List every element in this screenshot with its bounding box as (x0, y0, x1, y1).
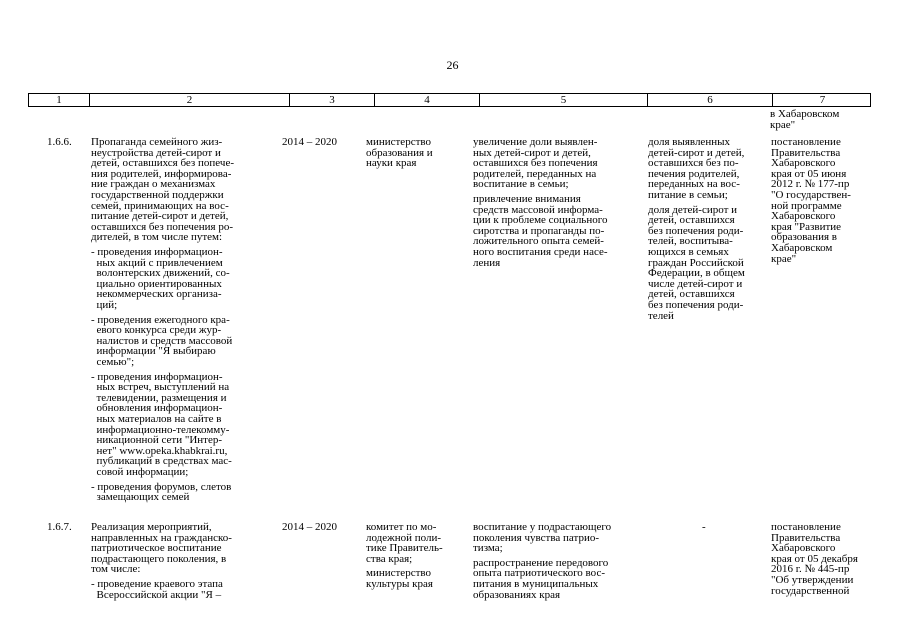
measure-text (91, 522, 232, 575)
measure-bullet-line: телевидении, размещения и (91, 391, 227, 404)
period-text: 2014 – 2020 (282, 136, 337, 148)
measure-bullet-line: - проведение краевого этапа (91, 578, 223, 590)
measure-text-line: детей, оставшихся без попече- (91, 157, 234, 170)
document-text-line: Хабаровского (771, 157, 836, 170)
measure-text-line: патриотическое воспитание (91, 542, 222, 555)
measure-text-line: подрастающего поколения, в (91, 552, 227, 565)
executor-text-line: министерство (366, 567, 432, 580)
result-text-line: образованиях края (473, 588, 561, 601)
column-header-2: 2 (89, 94, 289, 106)
measure-bullet-line: нет" www.opeka.khabkrai.ru, (91, 444, 228, 457)
result-text-line: поколения чувства патрио- (473, 531, 599, 544)
indicator-text-line: ющихся в семьях (648, 245, 729, 258)
measure-bullet-line: публикаций в средствах мас- (91, 455, 232, 468)
executor-text-line: министерство (366, 136, 432, 148)
document-text-line: Хабаровского (771, 542, 836, 555)
measure-text-line: оставшихся без попечения ро- (91, 220, 234, 233)
measure-text-line: ния родителей, информирова- (91, 167, 232, 180)
column-header-4: 4 (374, 94, 479, 106)
measure-text-line: питание детей-сирот и детей, (91, 210, 229, 223)
document-text-line: края от 05 июня (771, 167, 847, 180)
indicator-text-line: доля детей-сирот и (648, 203, 738, 216)
document-text-line: государственной (771, 584, 850, 597)
measure-bullet-line: - проведения форумов, слетов (91, 480, 232, 493)
indicator-text-line: детей, оставшихся (648, 214, 735, 227)
indicator-text (648, 137, 744, 201)
column-header-7: 7 (772, 94, 872, 106)
measure-bullet (91, 247, 230, 311)
measure-bullet-line: ций; (91, 298, 118, 311)
executor-text (366, 137, 433, 169)
document-text-line: края "Развитие (771, 220, 842, 233)
result-text-line: ления (473, 256, 501, 269)
measure-text (91, 137, 234, 243)
indicator-text-line: детей-сирот и детей, (648, 146, 745, 159)
indicator-text-line: телей (648, 309, 674, 322)
document-text-line: края от 05 декабря (771, 552, 858, 565)
result-text-line: сиротства и пропаганды по- (473, 224, 605, 237)
continuation-text-line: крае" (770, 118, 796, 131)
row-number: 1.6.7. (47, 521, 72, 533)
executor-text-line: культуры края (366, 577, 433, 590)
measure-bullet-line: циально ориентированных (91, 277, 222, 290)
indicator-text-line: граждан Российской (648, 256, 744, 269)
measure-bullet-line: совой информации; (91, 465, 189, 478)
result-text-line: ции к проблеме социального (473, 214, 608, 227)
document-text-line: 2016 г. № 445-пр (771, 563, 850, 576)
document-text-line: образования в (771, 231, 837, 244)
result-text-line: родителей, переданных на (473, 167, 597, 180)
measure-bullet (91, 579, 223, 600)
measure-text-line: ние граждан о механизмах (91, 178, 216, 191)
document-text-line: Хабаровского (771, 210, 836, 223)
document-text-line: крае" (771, 252, 797, 265)
measure-bullet-line: обновления информацион- (91, 402, 223, 415)
executor-text (366, 568, 433, 589)
indicator-text-line: числе детей-сирот и (648, 277, 743, 290)
measure-bullet-line: ных материалов на сайте в (91, 412, 222, 425)
result-text-line: увеличение доли выявлен- (473, 136, 598, 148)
measure-bullet-line: Всероссийской акции "Я – (91, 588, 222, 601)
measure-bullet-line: семью"; (91, 355, 135, 368)
result-text-line: ных детей-сирот и детей, (473, 146, 591, 159)
document-text-line: 2012 г. № 177-пр (771, 178, 850, 191)
indicator-text-line: без попечения роди- (648, 298, 744, 311)
result-text (473, 137, 598, 190)
indicator-text-line: переданных на вос- (648, 178, 740, 191)
document-text-line: Хабаровском (771, 241, 833, 254)
measure-bullet (91, 372, 232, 478)
page-number: 26 (446, 58, 459, 72)
result-text-line: ного воспитания среди насе- (473, 245, 608, 258)
indicator-text-line: Федерации, в общем (648, 267, 745, 280)
indicator-text-line: печения родителей, (648, 167, 740, 180)
column-header-5: 5 (479, 94, 647, 106)
result-text-line: ложительного опыта семей- (473, 235, 604, 248)
executor-text-line: образования и (366, 146, 433, 159)
measure-bullet-line: замещающих семей (91, 491, 190, 504)
indicator-text-line: питание в семьи; (648, 188, 728, 201)
document-text-line: Правительства (771, 531, 841, 544)
indicator-text-line: детей, оставшихся (648, 288, 735, 301)
executor-text-line: комитет по мо- (366, 521, 437, 533)
continuation-text-line: в Хабаровском (770, 108, 840, 120)
period-text: 2014 – 2020 (282, 521, 337, 533)
result-text-line: тизма; (473, 542, 503, 555)
document-text-line: постановление (771, 521, 841, 533)
executor-text-line: тике Правитель- (366, 542, 443, 555)
measure-bullet-line: - проведения информацион- (91, 370, 223, 383)
measure-bullet-line: ных встреч, выступлений на (91, 381, 230, 394)
executor-text-line: ства края; (366, 552, 413, 565)
measure-text-line: государственной поддержки (91, 188, 224, 201)
measure-bullet-line: ных акций с привлечением (91, 256, 223, 269)
measure-bullet-line: евого конкурса среди жур- (91, 324, 222, 337)
measure-text-line: Пропаганда семейного жиз- (91, 136, 223, 148)
measure-bullet (91, 482, 231, 503)
document-text-line: "Об утверждении (771, 573, 854, 586)
document-text-line: ной программе (771, 199, 842, 212)
measure-bullet-line: информационно-телекомму- (91, 423, 230, 436)
executor-text-line: науки края (366, 157, 417, 170)
measure-text-line: неустройства детей-сирот и (91, 146, 221, 159)
executor-text (366, 522, 443, 564)
column-header-1: 1 (56, 94, 62, 106)
measure-bullet-line: никационной сети "Интер- (91, 434, 223, 447)
column-header-6: 6 (647, 94, 772, 106)
result-text-line: привлечение внимания (473, 193, 581, 205)
result-text-line: воспитание у подрастающего (473, 521, 612, 533)
result-text-line: опыта патриотического вос- (473, 567, 605, 580)
measure-bullet-line: некоммерческих организа- (91, 288, 222, 301)
document-text (771, 137, 851, 264)
indicator-text (648, 205, 745, 322)
indicator-text-line: доля выявленных (648, 136, 730, 148)
document-text-line: постановление (771, 136, 841, 148)
continuation-text (770, 109, 839, 130)
document-text-line: Правительства (771, 146, 841, 159)
measure-bullet-line: налистов и средств массовой (91, 334, 233, 347)
result-text (473, 194, 608, 268)
document-text (771, 522, 858, 596)
measure-text-line: семей, принимающих на вос- (91, 199, 229, 212)
column-header-3: 3 (289, 94, 374, 106)
measure-bullet (91, 315, 232, 368)
measure-text-line: дителей, в том числе путем: (91, 231, 223, 244)
measure-text-line: направленных на гражданско- (91, 531, 232, 544)
result-text-line: воспитание в семьи; (473, 178, 569, 191)
measure-bullet-line: - проведения ежегодного кра- (91, 313, 230, 326)
indicator-text-line: телей, воспитыва- (648, 235, 733, 248)
result-text (473, 522, 611, 554)
measure-bullet-line: - проведения информацион- (91, 246, 223, 258)
measure-bullet-line: информации "Я выбираю (91, 345, 216, 358)
result-text-line: средств массовой информа- (473, 203, 603, 216)
result-text (473, 558, 608, 600)
indicator-text-line: без попечения роди- (648, 224, 744, 237)
indicator-text: - (702, 521, 706, 533)
measure-text-line: том числе: (91, 563, 141, 576)
document-text-line: "О государствен- (771, 188, 851, 201)
indicator-text-line: оставшихся без по- (648, 157, 739, 170)
executor-text-line: лодежной поли- (366, 531, 442, 544)
measure-text-line: Реализация мероприятий, (91, 521, 212, 533)
measure-bullet-line: волонтерских движений, со- (91, 267, 230, 280)
table-header (28, 93, 871, 107)
row-number: 1.6.6. (47, 136, 72, 148)
result-text-line: оставшихся без попечения (473, 157, 598, 170)
result-text-line: распространение передового (473, 556, 609, 569)
result-text-line: питания в муниципальных (473, 577, 599, 590)
